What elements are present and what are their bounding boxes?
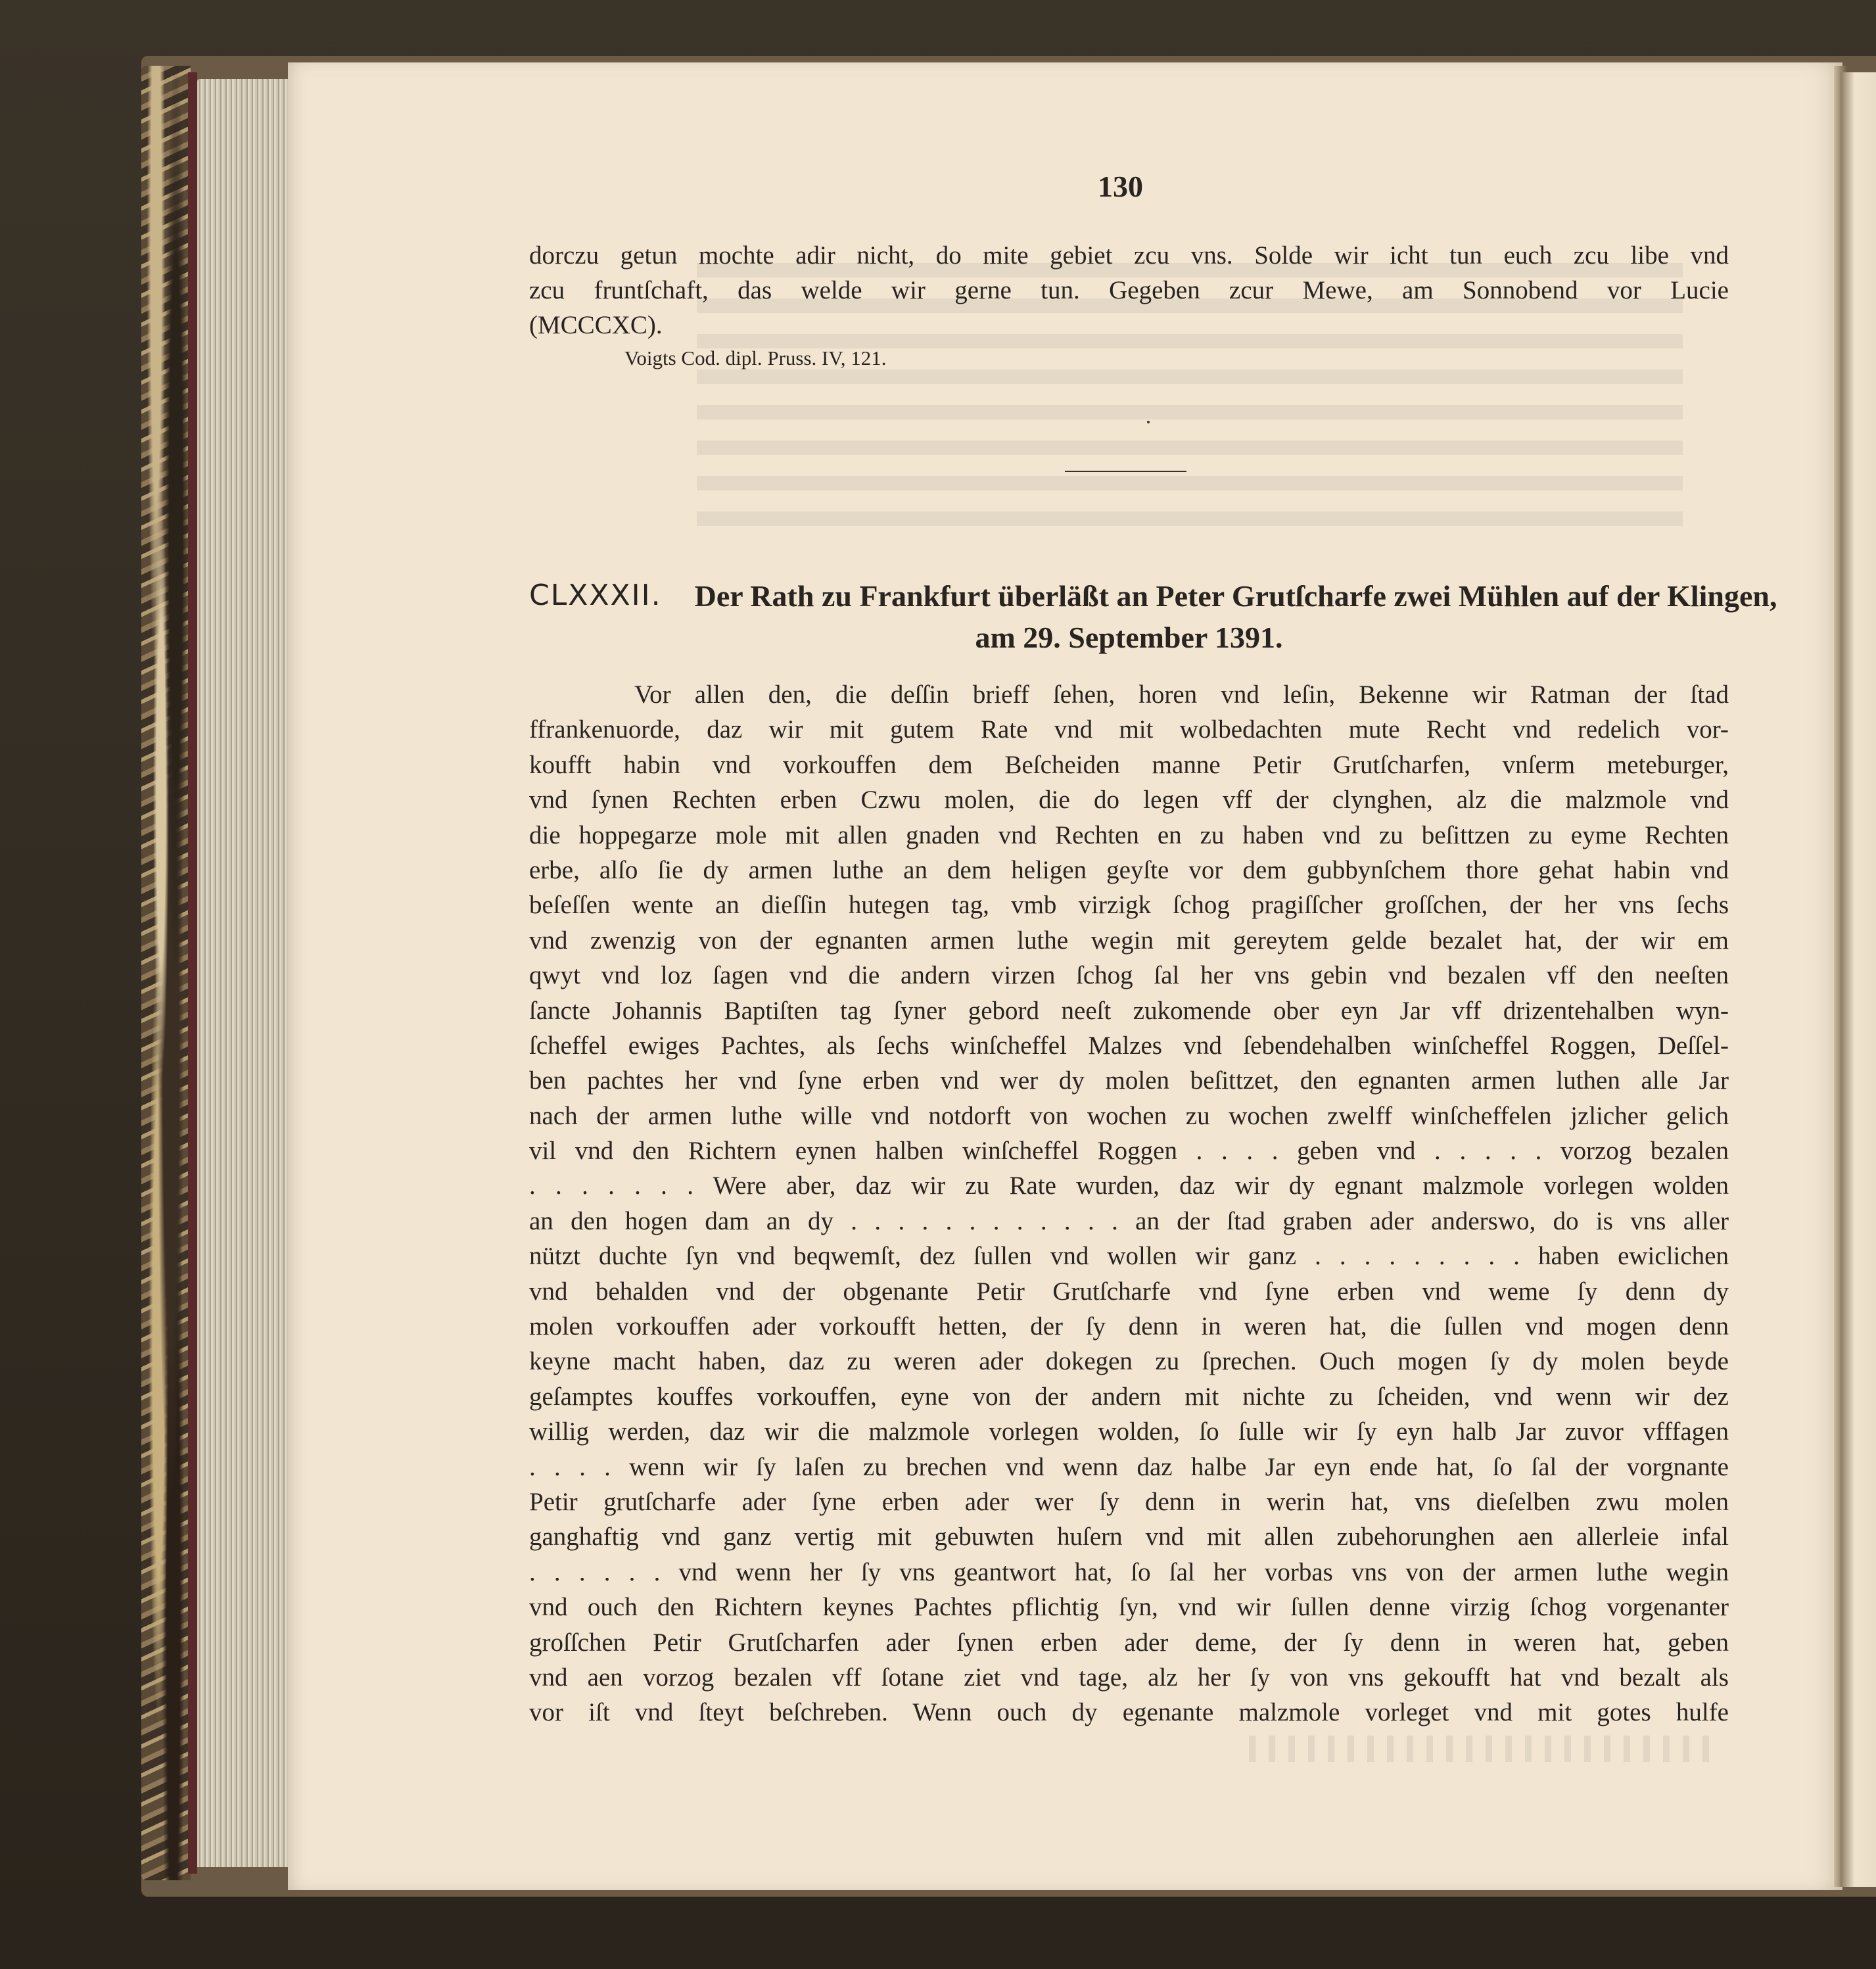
heading-title-line1: Der Rath zu Frankfurt überläßt an Peter Grutſcharfe zwei Mühlen auf der Klingen,	[694, 579, 1777, 613]
body-line: vnd zwenzig von der egnanten armen luthe wegin mit gereytem gelde bezalet hat, der wir em	[529, 926, 1729, 955]
intro-line: dorczu getun mochte adir nicht, do mite gebiet zcu vns. Solde wir icht tun euch zcu libe vnd	[529, 241, 1729, 270]
body-line: ſcheffel ewiges Pachtes, als ſechs winſcheffel Malzes vnd ſebendehalben winſcheffel Roggen, Deſſel-	[529, 1031, 1729, 1060]
body-line: nach der armen luthe wille vnd notdorft von wochen zu wochen zwelff winſcheffelen jzlicher gelich	[529, 1101, 1729, 1130]
body-line: . . . . . . vnd wenn her ſy vns geantwort hat, ſo ſal her vorbas vns von der armen luthe wegin	[529, 1557, 1729, 1586]
body-line: geſamptes kouffes vorkouffen, eyne von der andern mit nichte zu ſcheiden, vnd wenn wir dez	[529, 1382, 1729, 1411]
body-line: keyne macht haben, daz zu weren ader dokegen zu ſprechen. Ouch mogen ſy dy molen beyde	[529, 1347, 1729, 1376]
body-line: ffrankenuorde, daz wir mit gutem Rate vnd mit wolbedachten mute Recht vnd redelich vor-	[529, 715, 1729, 744]
body-line: ben pachtes her vnd ſyne erben vnd wer dy molen beſittzet, den egnanten armen luthen alle Jar	[529, 1066, 1729, 1095]
body-line: nützt duchte ſyn vnd beqwemſt, dez ſullen vnd wollen wir ganz . . . . . . . . . haben ewiclichen	[529, 1242, 1729, 1271]
spine-strip	[188, 72, 197, 1874]
body-line: ſancte Johannis Baptiſten tag ſyner gebord neeſt zukomende ober eyn Jar vff drizentehalben wyn-	[529, 996, 1729, 1025]
intro-line: zcu fruntſchaft, das welde wir gerne tun. Gegeben zcur Mewe, am Sonnobend vor Lucie	[529, 276, 1729, 304]
body-line: vnd aen vorzog bezalen vff ſotane ziet vnd tage, alz her ſy von vns gekoufft hat vnd bezalt als	[529, 1663, 1729, 1692]
body-line: groſſchen Petir Grutſcharfen ader ſynen erben ader deme, der ſy denn in weren hat, geben	[529, 1628, 1729, 1657]
page-edges	[197, 79, 289, 1867]
body-line: molen vorkouffen ader vorkoufft hetten, der ſy denn in weren hat, die ſullen vnd mogen denn	[529, 1312, 1729, 1341]
intro-line: (MCCCXC).	[529, 311, 663, 339]
body-line: koufft habin vnd vorkouffen dem Beſcheiden manne Petir Grutſcharfen, vnſerm meteburger,	[529, 750, 1729, 779]
body-line: erbe, alſo ſie dy armen luthe an dem heligen geyſte vor dem gubbynſchem thore gehat habin vnd	[529, 855, 1729, 884]
next-page-sliver	[1841, 72, 1876, 1887]
section-rule	[1065, 471, 1186, 472]
body-line: vnd ouch den Richtern keynes Pachtes pflichtig ſyn, vnd wir ſullen denne virzig ſchog vorgenanter	[529, 1593, 1729, 1622]
document-body	[529, 677, 1729, 1730]
document-heading	[529, 579, 1777, 655]
body-line: ganghaftig vnd ganz vertig mit gebuwten huſern vnd mit allen zubehorunghen aen allerleie infal	[529, 1523, 1729, 1552]
body-line: vnd ſynen Rechten erben Czwu molen, die do legen vff der clynghen, alz die malzmole vnd	[529, 786, 1729, 815]
body-line: vil vnd den Richtern eynen halben winſcheffel Roggen . . . . geben vnd . . . . . vorzog bezalen	[529, 1137, 1729, 1166]
body-line: vnd behalden vnd der obgenante Petir Grutſcharfe vnd ſyne erben vnd weme ſy denn dy	[529, 1277, 1729, 1306]
page-number: 130	[1098, 170, 1143, 203]
heading-title-line2: am 29. September 1391.	[975, 621, 1283, 654]
marbled-edge	[141, 66, 191, 1880]
citation: Voigts Cod. dipl. Pruss. IV, 121.	[624, 346, 887, 369]
body-line: vor iſt vnd ſteyt beſchreben. Wenn ouch dy egenante malzmole vorleget vnd mit gotes hulfe	[529, 1698, 1729, 1727]
body-line: . . . . wenn wir ſy laſen zu brechen vnd wenn daz halbe Jar eyn ende hat, ſo ſal der vorgnante	[529, 1452, 1729, 1481]
signature-bleed	[1249, 1736, 1709, 1762]
body-line: qwyt vnd loz ſagen vnd die andern virzen ſchog ſal her vns gebin vnd bezalen vff den neeſten	[529, 961, 1729, 990]
body-line: beſeſſen wente an dieſſin hutegen tag, vmb virzigk ſchog pragiſſcher groſſchen, der her vns ſechs	[529, 891, 1729, 920]
body-line: an den hogen dam an dy . . . . . . . . . . . . an der ſtad graben ader anderswo, do is vns aller	[529, 1206, 1729, 1235]
body-line: Vor allen den, die deſſin brieff ſehen, horen vnd leſin, Bekenne wir Ratman der ſtad	[634, 680, 1729, 709]
body-line: . . . . . . . Were aber, daz wir zu Rate wurden, daz wir dy egnant malzmole vorlegen wolden	[529, 1172, 1729, 1200]
body-line: Petir grutſcharfe ader ſyne erben ader wer ſy denn in werin hat, vns dieſelben zwu molen	[529, 1487, 1729, 1516]
document-number: CLXXXII.	[529, 579, 662, 612]
body-line: willig werden, daz wir die malzmole vorlegen wolden, ſo ſulle wir ſy eyn halb Jar zuvor vfffagen	[529, 1417, 1729, 1446]
body-line: die hoppegarze mole mit allen gnaden vnd Rechten en zu haben vnd zu beſittzen zu eyme Rechten	[529, 820, 1729, 849]
ink-dot	[1147, 421, 1150, 423]
